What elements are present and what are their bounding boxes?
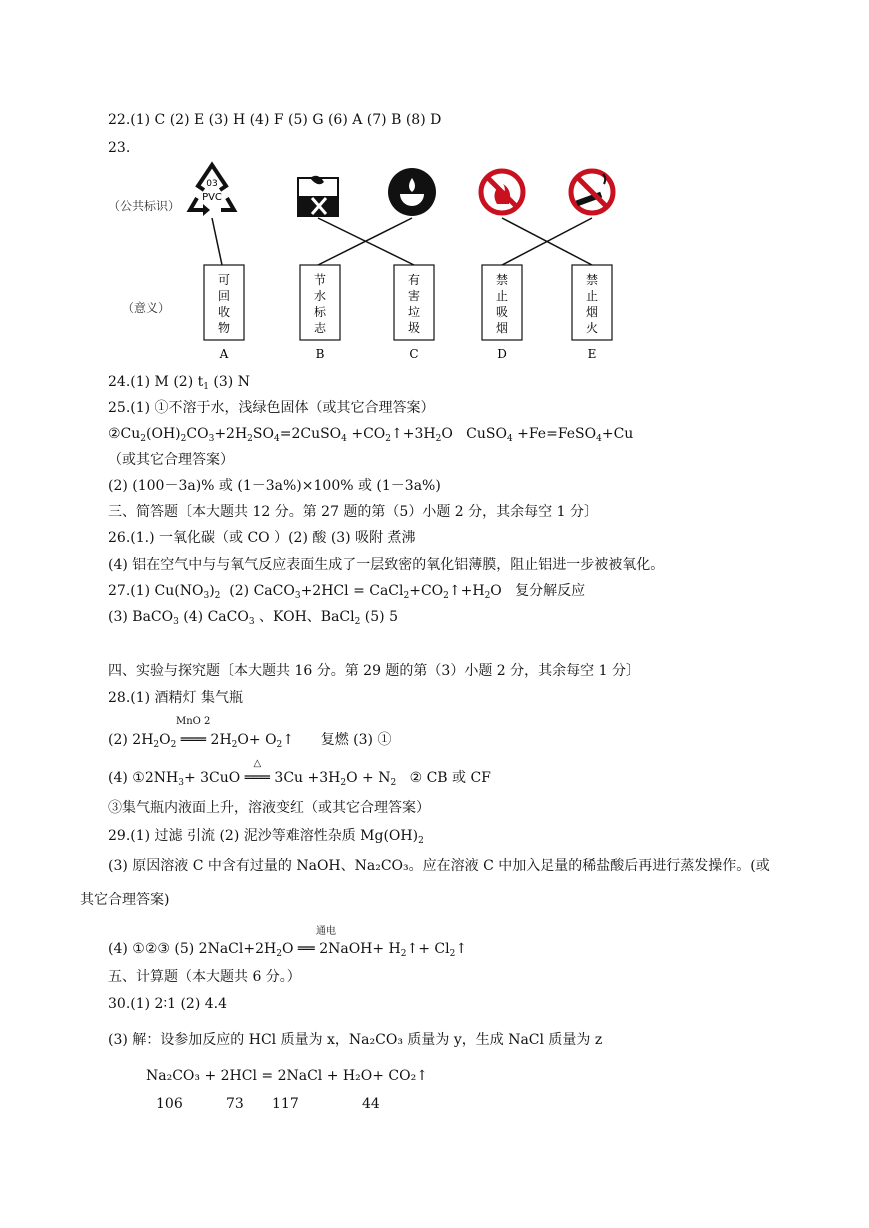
svg-text:可: 可: [217, 273, 231, 287]
q27-part3-5: (3) BaCO$_3$ (4) CaCO$_3$ 、KOH、BaCl$_2$ (5) 5: [108, 609, 398, 627]
q23-number: 23.: [108, 140, 131, 156]
q24-answer: 24.(1) M (2) $t_1$ (3) N: [108, 374, 250, 392]
q28-part2: (2) $2H_2O_2$ ═══ $2H_2O+$ $O_2↑$ 复燃 (3) ①: [108, 732, 392, 750]
q28-part1: 28.(1) 酒精灯 集气瓶: [108, 690, 243, 706]
row-label-signs: （公共标识）: [108, 199, 181, 213]
svg-text:物: 物: [217, 321, 231, 335]
box-letter-e: E: [587, 347, 597, 361]
section-3-heading: 三、简答题〔本大题共 12 分。第 27 题的第（5）小题 2 分，其余每空 1 分〕: [108, 504, 598, 520]
q25-other-answer: （或其它合理答案）: [108, 452, 234, 468]
svg-text:吸: 吸: [495, 305, 509, 319]
pvc-label: PVC: [202, 192, 222, 203]
hazardous-waste-icon: [298, 176, 338, 216]
q29-part1-2: 29.(1) 过滤 引流 (2) 泥沙等难溶性杂质 $Mg(OH)_2$: [108, 828, 424, 846]
svg-text:有: 有: [407, 273, 421, 287]
svg-text:烟: 烟: [495, 321, 509, 335]
q30-mass-117: 117: [272, 1096, 299, 1112]
recycle-pvc-icon: [190, 165, 234, 216]
pvc-code: 03: [206, 179, 218, 189]
q30-equation: Na₂CO₃ + 2HCl = 2NaCl + H₂O+ CO₂↑: [146, 1068, 428, 1084]
svg-text:回: 回: [217, 289, 231, 303]
meaning-box-d: [482, 265, 522, 361]
q26-part1: 26.(1.) 一氧化碳（或 CO ）(2) 酸 (3) 吸附 煮沸: [108, 530, 416, 546]
q26-part4: (4) 铝在空气中与与氧气反应表面生成了一层致密的氧化铝薄膜，阻止铝进一步被被氧化。: [108, 557, 665, 573]
q29-part4-5: (4) ①②③ (5) $2NaCl+2H_2O$ ══ 2NaOH+ $H_2↑+$ $Cl_2↑$: [108, 941, 468, 959]
no-fire-icon: [481, 171, 523, 213]
water-saving-icon: [388, 168, 436, 216]
q30-mass-44: 44: [362, 1096, 380, 1112]
box-letter-c: C: [409, 347, 419, 361]
row-label-meanings: （意义）: [122, 301, 171, 315]
svg-text:收: 收: [217, 305, 231, 319]
q30-mass-73: 73: [226, 1096, 244, 1112]
svg-text:止: 止: [585, 289, 599, 303]
svg-text:节: 节: [313, 273, 327, 287]
q28-part4-3: ③集气瓶内液面上升，溶液变红（或其它合理答案）: [108, 800, 430, 816]
svg-text:标: 标: [313, 305, 327, 319]
box-letter-d: D: [497, 347, 507, 361]
svg-text:禁: 禁: [585, 273, 599, 287]
section-4-heading: 四、实验与探究题〔本大题共 16 分。第 29 题的第（3）小题 2 分，其余每空 1 分〕: [108, 663, 640, 679]
svg-text:圾: 圾: [407, 321, 421, 335]
meaning-box-a: [204, 265, 244, 361]
q29-condition-label: 通电: [316, 926, 336, 937]
q25-equations: $②Cu_2(OH)_2CO_3+2H_2SO_4=2CuSO_4$ $+CO_2↑+3H_2O$ CuSO$_4$ +Fe=FeSO$_4$+Cu: [108, 426, 634, 444]
svg-text:害: 害: [407, 289, 421, 303]
q28-part4: (4) $①2NH_3+ 3CuO$ ═══ △ $3Cu +3H_2O + N_2$ ② CB 或 CF: [108, 758, 491, 788]
no-smoking-icon: [571, 171, 613, 213]
svg-text:禁: 禁: [495, 273, 509, 287]
svg-text:垃: 垃: [407, 305, 421, 319]
q29-part3: (3) 原因溶液 C 中含有过量的 NaOH、Na₂CO₃。应在溶液 C 中加入足量的稀盐酸后再进行蒸发操作。(或: [108, 858, 770, 874]
q25-part2: (2) (100－3a)% 或 (1－3a%)×100% 或 (1－3a%): [108, 478, 441, 494]
svg-text:火: 火: [585, 321, 599, 335]
svg-text:水: 水: [313, 289, 327, 303]
q25-part1: 25.(1) ①不溶于水，浅绿色固体（或其它合理答案）: [108, 400, 435, 416]
q28-catalyst-label: MnO 2: [176, 716, 211, 727]
q27-part1-2: 27.(1) $Cu(NO_3)_2$ (2) CaCO$_3$+2HCl = $CaCl_2+CO_2↑+H_2O$ 复分解反应: [108, 583, 586, 601]
section-5-heading: 五、计算题（本大题共 6 分。）: [108, 969, 301, 985]
sign-matching-diagram: [100, 160, 640, 365]
box-letter-b: B: [315, 347, 325, 361]
sign-matching-figure: [100, 160, 640, 365]
meaning-box-b: [300, 265, 340, 361]
meaning-box-c: [394, 265, 434, 361]
q30-part1-2: 30.(1) 2∶1 (2) 4.4: [108, 996, 227, 1012]
svg-text:志: 志: [313, 321, 327, 335]
q30-part3: (3) 解：设参加反应的 HCl 质量为 x，Na₂CO₃ 质量为 y，生成 NaCl 质量为 z: [108, 1032, 603, 1048]
box-letter-a: A: [219, 347, 229, 361]
meaning-box-e: [572, 265, 612, 361]
q30-mass-106: 106: [156, 1096, 183, 1112]
svg-text:烟: 烟: [585, 305, 599, 319]
svg-text:止: 止: [495, 289, 509, 303]
q22-answer: 22.(1) C (2) E (3) H (4) F (5) G (6) A (7) B (8) D: [108, 112, 442, 128]
q29-part3-cont: 其它合理答案): [80, 892, 170, 908]
